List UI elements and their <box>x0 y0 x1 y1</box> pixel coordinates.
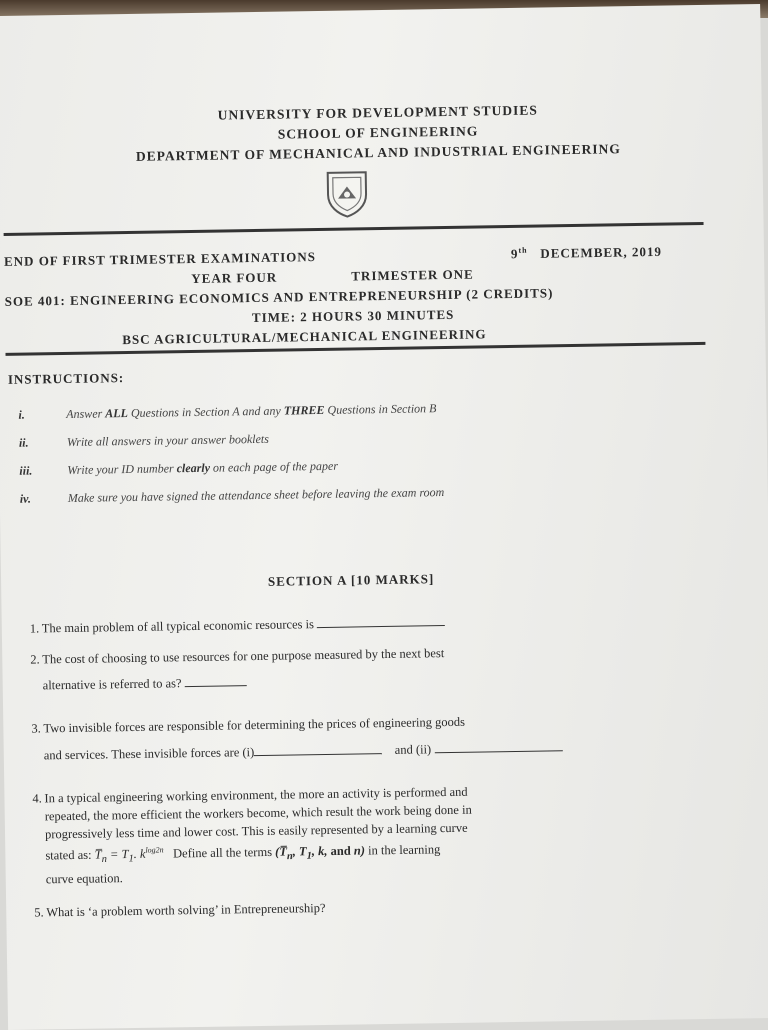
question-text: and services. These invisible forces are (i) <box>43 745 255 763</box>
question-2 <box>30 640 703 695</box>
instruction-item <box>18 397 678 422</box>
instruction-number: iii. <box>19 463 33 478</box>
question-text: Define all the terms <box>172 844 273 861</box>
question-text-line <box>44 736 704 765</box>
course-line <box>5 285 554 310</box>
answer-blank <box>185 675 247 687</box>
answer-blank <box>434 740 562 753</box>
question-text: stated as: <box>45 847 92 863</box>
question-text-line <box>43 666 703 695</box>
question-text-line: stated as: $T̅_n = T_1$. $k^{log2n}$ Define all the terms ($T̅_n$, $T_1$, k, and n) in the learning <box>45 842 441 866</box>
instruction-item <box>20 481 680 506</box>
question-number: 2. <box>30 652 40 667</box>
question-text: curve equation. <box>45 870 123 887</box>
instructions-title: INSTRUCTIONS: <box>7 370 125 387</box>
question-text: The main problem of all typical economic resources is <box>41 617 315 636</box>
question-number: 1. <box>29 621 40 636</box>
answer-blank <box>317 615 445 628</box>
instruction-emphasis: ALL <box>105 406 129 421</box>
instruction-item <box>19 425 679 450</box>
instruction-text: Write all answers in your answer booklets <box>66 431 269 449</box>
program-name: BSC AGRICULTURAL/MECHANICAL ENGINEERING <box>122 326 487 348</box>
question-text: and (ii) <box>394 742 432 757</box>
exam-day: 9 <box>510 246 519 262</box>
instruction-emphasis: THREE <box>283 402 325 418</box>
university-name: UNIVERSITY FOR DEVELOPMENT STUDIES <box>217 102 538 123</box>
question-number: 3. <box>31 721 41 736</box>
instruction-text: Answer <box>66 406 106 421</box>
exam-month-year: DECEMBER, 2019 <box>540 243 663 261</box>
question-3 <box>31 709 704 765</box>
header-divider <box>4 222 704 236</box>
department-name: DEPARTMENT OF MECHANICAL AND INDUSTRIAL ENGINEERING <box>135 141 621 164</box>
instruction-text: Make sure you have signed the attendance sheet before leaving the exam room <box>67 485 445 505</box>
question-5 <box>34 893 706 922</box>
question-text: repeated, the more efficient the workers become, which result the work being done in <box>44 802 472 824</box>
course-credits: (2 CREDITS) <box>466 285 554 302</box>
exam-trimester: TRIMESTER ONE <box>351 266 474 284</box>
learning-curve-equation: $T̅_n = T_1$. $k^{log2n}$ <box>94 845 164 866</box>
exam-duration: TIME: 2 HOURS 30 MINUTES <box>251 306 455 326</box>
exam-date <box>511 244 662 263</box>
exam-year: YEAR FOUR <box>191 269 278 286</box>
instruction-text: Questions in Section B <box>324 401 437 417</box>
question-4 <box>32 779 705 888</box>
instruction-number: ii. <box>18 435 29 450</box>
answer-blank <box>254 743 382 756</box>
question-1 <box>29 609 702 638</box>
instruction-item <box>19 453 679 478</box>
university-crest-icon <box>324 168 371 219</box>
question-text: What is ‘a problem worth solving’ in Entrepreneurship? <box>46 900 326 920</box>
question-text: The cost of choosing to use resources for one purpose measured by the next best <box>42 646 445 667</box>
exam-paper <box>0 4 768 1030</box>
question-text: Two invisible forces are responsible for determining the prices of engineering goods <box>43 714 466 736</box>
instruction-number: iv. <box>19 491 32 506</box>
question-text: in the learning <box>367 842 441 858</box>
question-number: 4. <box>32 791 42 806</box>
instruction-number: i. <box>18 407 25 422</box>
instruction-text: on each page of the paper <box>209 458 339 475</box>
instruction-text: Questions in Section A and any <box>127 403 284 421</box>
instruction-text: Write your ID number <box>67 461 177 477</box>
instruction-emphasis: clearly <box>176 460 211 476</box>
exam-day-suffix: th <box>518 245 528 255</box>
question-text: progressively less time and lower cost. This is easily represented by a learning curve <box>44 820 468 842</box>
course-title: SOE 401: ENGINEERING ECONOMICS AND ENTREPRENEURSHIP <box>4 286 463 309</box>
question-text: In a typical engineering working environment, the more an activity is performed and <box>44 784 468 806</box>
school-name: SCHOOL OF ENGINEERING <box>277 123 479 142</box>
question-number: 5. <box>34 905 44 920</box>
exam-title: END OF FIRST TRIMESTER EXAMINATIONS <box>3 249 317 269</box>
question-text: alternative is referred to as? <box>42 676 182 693</box>
equation-terms: ($T̅_n$, $T_1$, k, <box>275 844 328 863</box>
section-a-title: SECTION A [10 MARKS] <box>267 571 435 589</box>
